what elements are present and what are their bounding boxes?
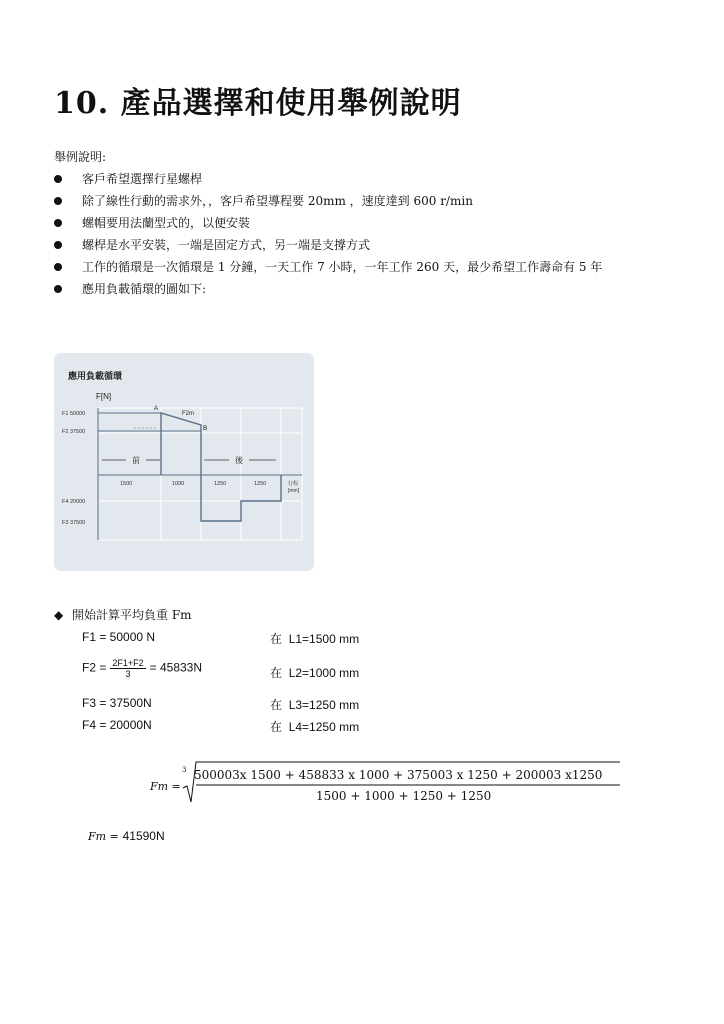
where-value: L3=1250 mm — [288, 698, 360, 712]
mean-load-formula — [150, 758, 630, 808]
f2m-slope — [161, 413, 201, 425]
eq-f2-prefix: F2 = — [82, 660, 107, 675]
load-cycle-chart — [54, 353, 314, 571]
formula-numerator: 500003x 1500 + 458833 x 1000 + 375003 x 1250 + 200003 x1250 — [194, 768, 603, 782]
y-label-f1: F1 50000 — [62, 411, 86, 417]
where-value: L4=1250 mm — [288, 720, 360, 734]
x-label-1250a: 1250 — [214, 481, 227, 487]
where-l3 — [270, 696, 359, 713]
x-label-1500: 1500 — [120, 481, 133, 487]
list-item: 螺帽要用法蘭型式的，以便安裝 — [54, 212, 694, 234]
where-word: 在 — [270, 720, 283, 734]
list-item: 應用負載循環的圖如下: — [54, 278, 694, 300]
y-label-f4: F4 20000 — [62, 499, 86, 505]
chart-panel-title: 應用負載循環 — [68, 371, 123, 381]
where-l4 — [270, 718, 359, 735]
calc-heading-text: 開始計算平均負重 Fm — [72, 608, 192, 622]
forward-label: 前 — [132, 456, 140, 465]
y-label-f3: F3 37500 — [62, 520, 86, 526]
x-label-1250b: 1250 — [254, 481, 267, 487]
requirements-list — [54, 168, 694, 300]
where-word: 在 — [270, 632, 283, 646]
eq-f3: F3 = 37500N — [82, 696, 152, 710]
load-profile-line — [161, 413, 281, 521]
root-index: 3 — [182, 766, 187, 774]
diamond-bullet-icon: ◆ — [54, 608, 64, 622]
eq-f1: F1 = 50000 N — [82, 630, 156, 644]
where-value: L1=1500 mm — [288, 632, 360, 646]
eq-f2-suffix: = 45833N — [149, 660, 203, 675]
page-title: 10. 產品選擇和使用舉例說明 — [54, 86, 462, 121]
fraction — [110, 658, 145, 679]
result-label: Fm = — [88, 830, 119, 843]
point-a-label: A — [154, 405, 159, 412]
where-word: 在 — [270, 666, 283, 680]
x-label-1000: 1000 — [172, 481, 185, 487]
backward-label: 後 — [235, 456, 243, 465]
load-cycle-svg — [54, 353, 314, 571]
y-label-f2: F2 37500 — [62, 429, 86, 435]
grid-frame — [98, 408, 302, 540]
where-l1 — [270, 630, 359, 647]
list-item: 客戶希望選擇行星螺桿 — [54, 168, 694, 190]
list-item: 工作的循環是一次循環是 1 分鐘，一天工作 7 小時，一年工作 260 天，最少希望工作壽命有 5 年 — [54, 256, 694, 278]
fraction-denominator: 3 — [125, 669, 131, 679]
where-l2 — [270, 664, 359, 681]
where-value: L2=1000 mm — [288, 666, 360, 680]
fraction-numerator: 2F1+F2 — [112, 658, 144, 668]
point-b-label: B — [203, 425, 208, 432]
list-item: 除了線性行動的需求外，，客戶希望導程要 20mm ，速度達到 600 r/min — [54, 190, 694, 212]
eq-f2 — [82, 658, 202, 679]
result-value: 41590N — [122, 829, 165, 843]
list-item: 螺桿是水平安裝，一端是固定方式，另一端是支撐方式 — [54, 234, 694, 256]
x-axis-label: 行程 — [288, 481, 299, 487]
eq-f4: F4 = 20000N — [82, 718, 152, 732]
result-line — [88, 829, 165, 843]
intro-label: 舉例說明: — [54, 150, 107, 164]
formula-denominator: 1500 + 1000 + 1250 + 1250 — [316, 789, 492, 803]
y-axis-label: F[N] — [96, 392, 112, 401]
formula-label: Fm = — [150, 780, 181, 793]
x-axis-unit: [mm] — [288, 488, 300, 494]
f2m-label: F2m — [182, 411, 194, 417]
where-word: 在 — [270, 698, 283, 712]
calc-heading — [54, 606, 192, 623]
